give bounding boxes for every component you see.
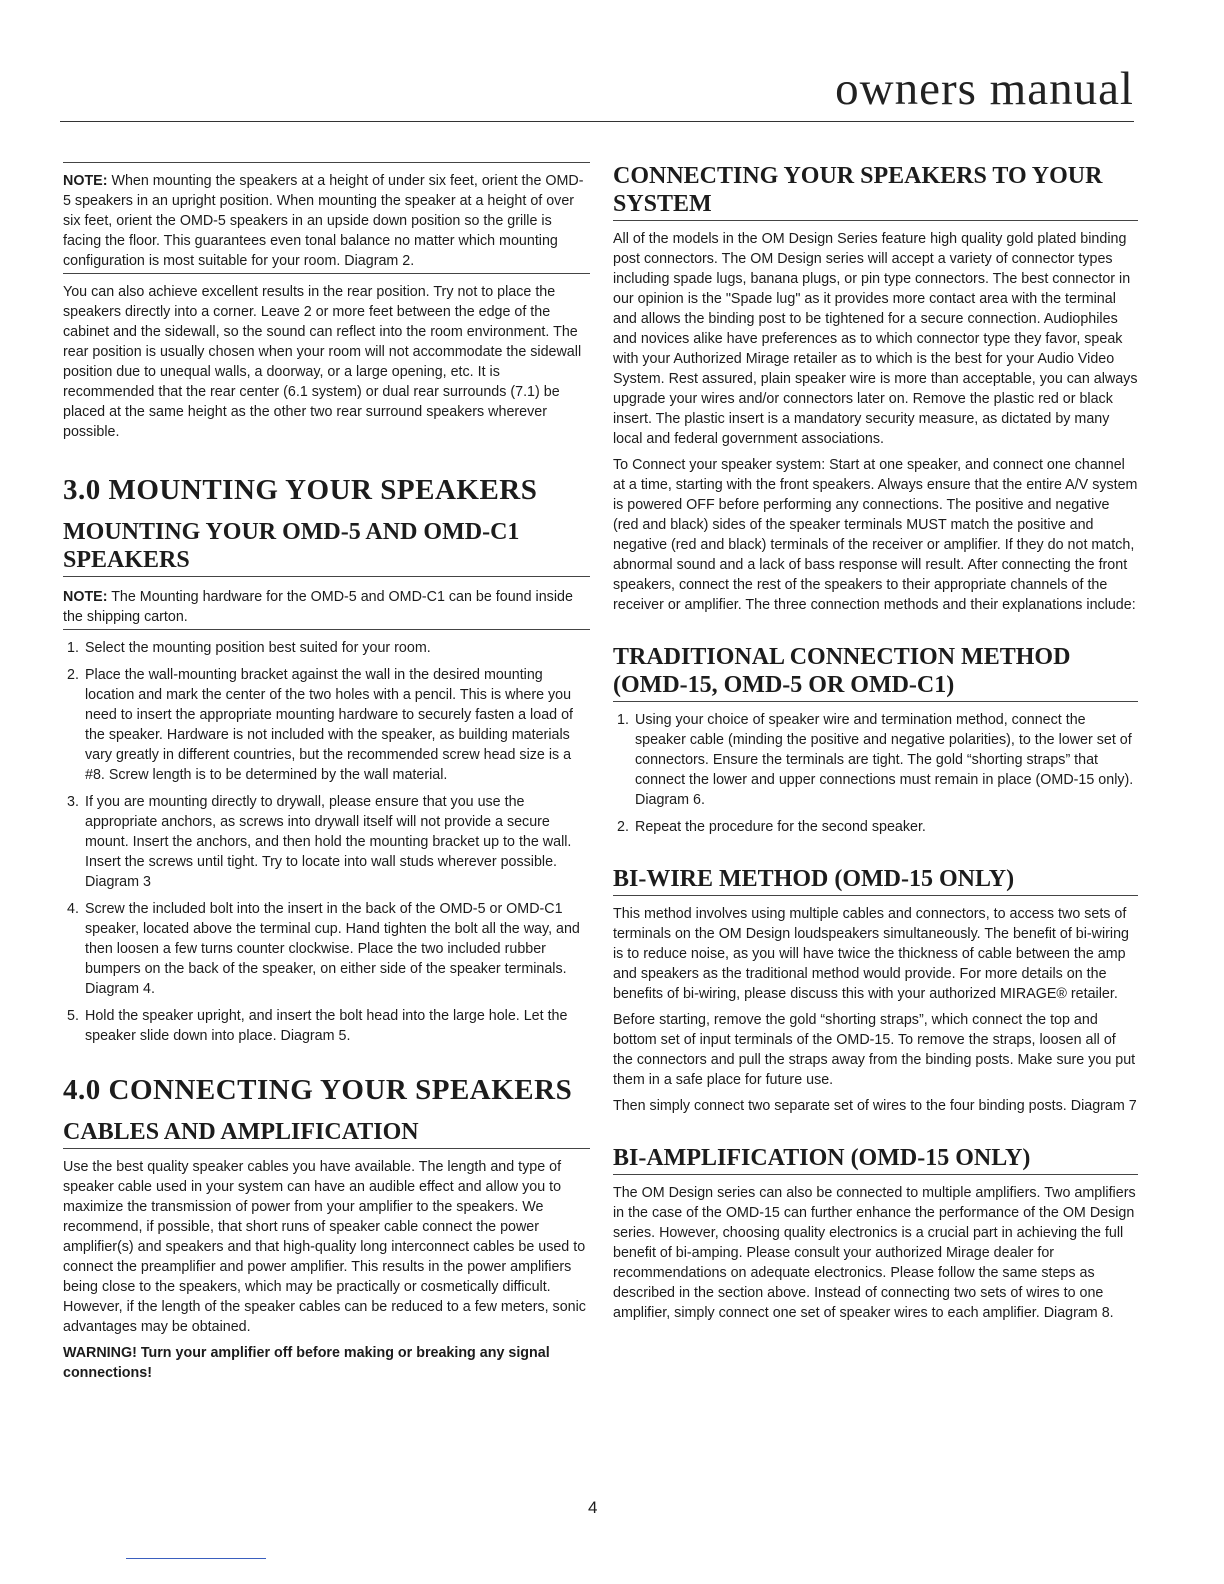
left-column xyxy=(63,162,590,1383)
footer-rule xyxy=(126,1558,266,1559)
list-item xyxy=(613,710,1138,810)
subheading-biamp: BI-AMPLIFICATION (OMD-15 ONLY) xyxy=(613,1144,1138,1175)
list-item xyxy=(63,665,590,785)
connect-procedure-paragraph: To Connect your speaker system: Start at one speaker, and connect one channel at a time, starting with the front speakers. Always ensure that the entire A/V system is powered OFF before performing any connections. The positive and negative (red and black) sides of the speaker terminals MUST match the positive and negative (red and black) terminals of the receiver or amplifier. If they do not match, abnormal sound and a lack of bass response will result. After connecting the front speakers, connect the rest of the speakers to their appropriate channels of the receiver or amplifier. The three connection methods and their explanations include: xyxy=(613,457,1138,613)
page-number: 4 xyxy=(588,1498,598,1517)
subheading-cables: CABLES AND AMPLIFICATION xyxy=(63,1118,590,1149)
step-number: 4. xyxy=(67,901,79,917)
subheading-connecting: CONNECTING YOUR SPEAKERS TO YOUR SYSTEM xyxy=(613,162,1138,221)
step-number: 3. xyxy=(67,794,79,810)
step-text: Repeat the procedure for the second speaker. xyxy=(635,819,926,835)
step-number: 2. xyxy=(67,667,79,683)
section-4-heading: 4.0 CONNECTING YOUR SPEAKERS xyxy=(63,1074,573,1106)
biwire-connect-paragraph: Then simply connect two separate set of wires to the four binding posts. Diagram 7 xyxy=(613,1098,1137,1114)
list-item xyxy=(63,792,590,892)
cables-paragraph: Use the best quality speaker cables you have available. The length and type of speaker cable used in your system can have an audible effect and allow you to maximize the transmission of power from your amplifier to the speakers. We recommend, if possible, that short runs of speaker cable connect the power amplifier(s) and speakers and that high-quality long interconnect cables be used to connect the preamplifier and power amplifier. This results in the power amplifiers being close to the speakers, which may be practically or cosmetically difficult. However, if the length of the speaker cables can be reduced to a few meters, sonic advantages may be obtained. xyxy=(63,1159,586,1335)
subheading-mounting-speakers: MOUNTING YOUR OMD-5 AND OMD-C1 SPEAKERS xyxy=(63,518,590,577)
step-number: 1. xyxy=(617,712,629,728)
subheading-traditional-method: TRADITIONAL CONNECTION METHOD (OMD-15, OMD-5 OR OMD-C1) xyxy=(613,643,1138,702)
step-text: If you are mounting directly to drywall, please ensure that you use the appropriate anchors, as screws into drywall itself will not provide a secure mount. Insert the anchors, and then hold the mounting bracket up to the wall. Insert the screws until tight. Try to locate into wall studs wherever possible. Diagram 3 xyxy=(85,794,572,890)
page-header-title: owners manual xyxy=(835,63,1134,115)
biwire-straps-paragraph: Before starting, remove the gold “shorting straps”, which connect the top and bottom set of input terminals of the OMD-15. To remove the straps, loosen all of the connectors and pull the straps away from the binding posts. Make sure you put them in a safe place for future use. xyxy=(613,1012,1136,1088)
mounting-steps-list xyxy=(63,638,590,1046)
step-text: Hold the speaker upright, and insert the bolt head into the large hole. Let the speaker slide down into place. Diagram 5. xyxy=(85,1008,568,1044)
header-rule xyxy=(60,121,1134,122)
note-label: NOTE: xyxy=(63,173,108,189)
note-label: NOTE: xyxy=(63,589,108,605)
step-number: 1. xyxy=(67,640,79,656)
biwire-paragraph: This method involves using multiple cables and connectors, to access two sets of terminals on the OM Design loudspeakers simultaneously. The benefit of bi-wiring is to reduce noise, as you will have twice the thickness of cable between the amp and speakers as the traditional method would provide. For more details on the benefits of bi-wiring, please discuss this with your authorized MIRAGE® retailer. xyxy=(613,906,1130,1002)
note-text: When mounting the speakers at a height of under six feet, orient the OMD-5 speakers in an upright position. When mounting the speaker at a height of over six feet, orient the OMD-5 speakers in an upside down position so the grille is facing the floor. This guarantees even tonal balance no matter which mounting configuration is most suitable for your room. Diagram 2. xyxy=(63,173,584,269)
list-item xyxy=(613,817,1138,837)
step-number: 2. xyxy=(617,819,629,835)
right-column xyxy=(613,162,1138,1329)
note-hardware xyxy=(63,585,590,630)
note-orientation xyxy=(63,162,590,274)
step-text: Select the mounting position best suited for your room. xyxy=(85,640,431,656)
list-item xyxy=(63,1006,590,1046)
step-number: 5. xyxy=(67,1008,79,1024)
rear-position-paragraph: You can also achieve excellent results in the rear position. Try not to place the speakers directly into a corner. Leave 2 or more feet between the edge of the cabinet and the sidewall, so the sound can reflect into the room environment. The rear position is usually chosen when your room will not accommodate the sidewall position due to unequal walls, a doorway, or a large opening, etc. It is recommended that the rear center (6.1 system) or dual rear surrounds (7.1) be placed at the same height as the other two rear surround speakers wherever possible. xyxy=(63,284,582,440)
subheading-biwire: BI-WIRE METHOD (OMD-15 ONLY) xyxy=(613,865,1138,896)
step-text: Place the wall-mounting bracket against the wall in the desired mounting location and mark the center of the two holes with a pencil. This is where you need to insert the appropriate mounting hardware to securely fasten a load of the speaker. Hardware is not included with the speaker, as building materials vary greatly in different countries, but the recommended screw head size is a #8. Screw length is to be determined by the wall material. xyxy=(85,667,573,783)
step-text: Using your choice of speaker wire and termination method, connect the speaker cable (minding the positive and negative polarities), to the lower set of connectors. Ensure the terminals are tight. The gold “shorting straps” that connect the lower and upper connections must remain in place (OMD-15 only). Diagram 6. xyxy=(635,712,1134,808)
list-item xyxy=(63,638,590,658)
list-item xyxy=(63,899,590,999)
connectors-paragraph: All of the models in the OM Design Series feature high quality gold plated binding post connectors. The OM Design series will accept a variety of connector types including spade lugs, banana plugs, or pin type connectors. The best connector in our opinion is the "Spade lug" as it provides more contact area with the terminal and allows the binding post to be tightened for a secure connection. Audiophiles and novices alike have preferences as to which connector type they favor, speak with your Authorized Mirage retailer as to which is the best for your Audio Video System. Rest assured, plain speaker wire is more than acceptable, you can always upgrade your wires and/or connectors later on. Remove the plastic red or black insert. The plastic insert is a mandatory security measure, as dictated by many local and federal government associations. xyxy=(613,231,1138,447)
warning-text: WARNING! Turn your amplifier off before making or breaking any signal connections! xyxy=(63,1345,550,1381)
biamp-paragraph: The OM Design series can also be connected to multiple amplifiers. Two amplifiers in the case of the OMD-15 can further enhance the performance of the OM Design series. However, choosing quality electronics is a crucial part in achieving the full benefit of bi-amping. Please consult your authorized Mirage dealer for recommendations on adequate electronics. Please follow the same steps as described in the section above. Instead of connecting two sets of wires to one amplifier, simply connect one set of speaker wires to each amplifier. Diagram 8. xyxy=(613,1185,1136,1321)
step-text: Screw the included bolt into the insert in the back of the OMD-5 or OMD-C1 speaker, located above the terminal cup. Hand tighten the bolt all the way, and then loosen a few turns counter clockwise. Place the two included rubber bumpers on the back of the speaker, on either side of the speaker terminals. Diagram 4. xyxy=(85,901,580,997)
note-text: The Mounting hardware for the OMD-5 and OMD-C1 can be found inside the shipping carton. xyxy=(63,589,573,625)
section-3-heading: 3.0 MOUNTING YOUR SPEAKERS xyxy=(63,474,538,506)
traditional-steps-list xyxy=(613,710,1138,837)
